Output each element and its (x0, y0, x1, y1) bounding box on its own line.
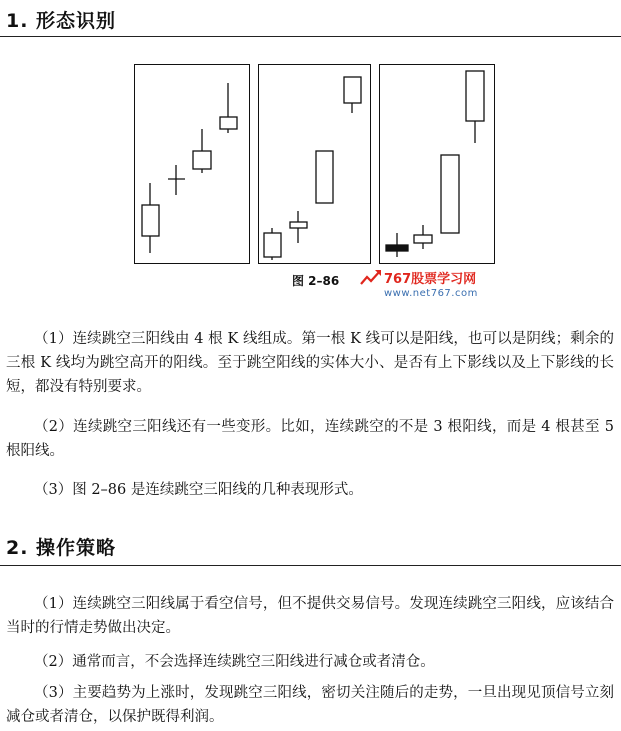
section-1-title: 1. 形态识别 (6, 10, 117, 32)
chart-trend-icon (360, 268, 382, 288)
candlestick-panel-1 (135, 65, 249, 263)
section-1-paragraph-1: （1）连续跳空三阳线由 4 根 K 线组成。第一根 K 线可以是阳线，也可以是阴线；剩余的三根 K 线均为跳空高开的阳线。至于跳空阳线的实体大小、是否有上下影线以及上下影线的长短，都没有特别要求。 (6, 331, 614, 395)
candle-4-body (220, 117, 237, 129)
watermark-url: www.net767.com (384, 288, 478, 299)
candle-3-body (441, 155, 459, 233)
candle-2-body (290, 222, 307, 228)
candle-1-body (142, 205, 159, 236)
figure-panel-1 (134, 64, 250, 264)
candle-1-body (264, 233, 281, 257)
candlestick-panel-3 (380, 65, 494, 263)
candle-1-body (386, 245, 408, 251)
figure-2-86 (134, 64, 494, 264)
candlestick-panel-2 (259, 65, 370, 263)
candle-4-body (344, 77, 361, 103)
figure-caption: 图 2–86 (292, 274, 340, 288)
candle-2-body (414, 235, 432, 243)
candle-4-body (466, 71, 484, 121)
candle-3-body (193, 151, 211, 169)
figure-panel-3 (379, 64, 495, 264)
watermark-name: 767股票学习网 (384, 272, 477, 287)
section-2-title: 2. 操作策略 (6, 537, 117, 559)
section-1-paragraph-2: （2）连续跳空三阳线还有一些变形。比如，连续跳空的不是 3 根阳线，而是 4 根甚至 5 根阳线。 (6, 419, 614, 459)
section-2-paragraph-1: （1）连续跳空三阳线属于看空信号，但不提供交易信号。发现连续跳空三阳线，应该结合当时的行情走势做出决定。 (6, 596, 614, 636)
candle-3-body (316, 151, 333, 203)
watermark-logo (360, 268, 495, 304)
figure-panel-2 (258, 64, 371, 264)
section-1-paragraph-3: （3）图 2–86 是连续跳空三阳线的几种表现形式。 (34, 482, 363, 498)
section-1-rule (0, 36, 621, 37)
section-2-rule (0, 565, 621, 566)
section-2-paragraph-2: （2）通常而言，不会选择连续跳空三阳线进行减仓或者清仓。 (34, 654, 435, 670)
section-2-paragraph-3: （3）主要趋势为上涨时，发现跳空三阳线，密切关注随后的走势，一旦出现见顶信号立刻减仓或者清仓，以保护既得利润。 (6, 685, 614, 725)
